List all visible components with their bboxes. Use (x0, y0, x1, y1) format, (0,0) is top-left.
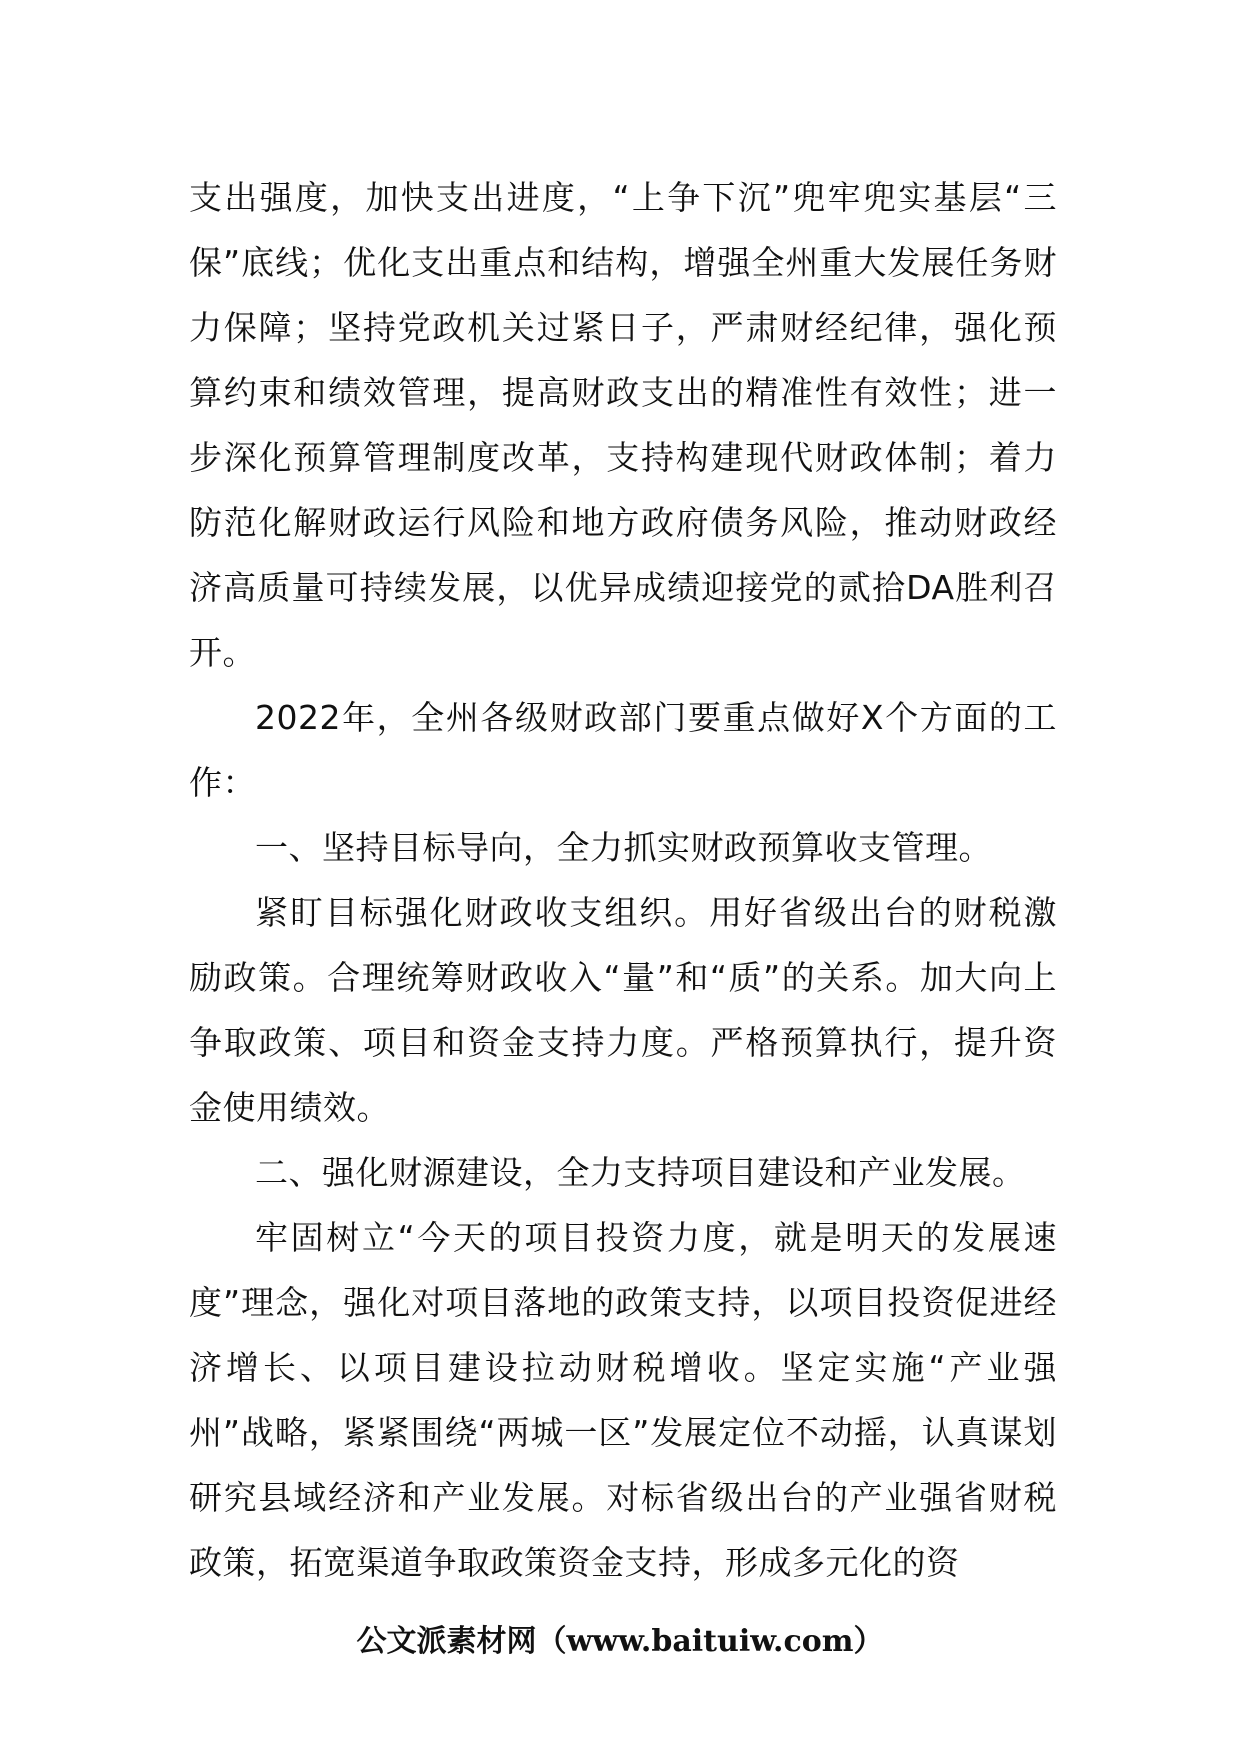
paragraph-section-1: 紧盯目标强化财政收支组织。用好省级出台的财税激励政策。合理统筹财政收入“量”和“质”的关系。加大向上争取政策、项目和资金支持力度。严格预算执行，提升资金使用绩效。 (189, 893, 1057, 1127)
page-footer-watermark: 公文派素材网（www.baituiw.com） (356, 1624, 884, 1659)
section-heading-2: 二、强化财源建设，全力支持项目建设和产业发展。 (255, 1153, 1026, 1192)
paragraph-continuation: 支出强度，加快支出进度，“上争下沉”兜牢兜实基层“三保”底线；优化支出重点和结构，增强全州重大发展任务财力保障；坚持党政机关过紧日子，严肃财经纪律，强化预算约束和绩效管理，提高财政支出的精准性有效性；进一步深化预算管理制度改革，支持构建现代财政体制；着力防范化解财政运行风险和地方政府债务风险，推动财政经济高质量可持续发展，以优异成绩迎接党的贰拾DA胜利召开。 (189, 178, 1057, 672)
document-body (189, 165, 1057, 1595)
paragraph-section-2: 牢固树立“今天的项目投资力度，就是明天的发展速度”理念，强化对项目落地的政策支持，以项目投资促进经济增长、以项目建设拉动财税增收。坚定实施“产业强州”战略，紧紧围绕“两城一区”发展定位不动摇，认真谋划研究县域经济和产业发展。对标省级出台的产业强省财税政策，拓宽渠道争取政策资金支持，形成多元化的资 (189, 1218, 1057, 1582)
paragraph-intro: 2022年，全州各级财政部门要重点做好X个方面的工作： (189, 698, 1057, 802)
section-heading-1: 一、坚持目标导向，全力抓实财政预算收支管理。 (255, 828, 992, 867)
